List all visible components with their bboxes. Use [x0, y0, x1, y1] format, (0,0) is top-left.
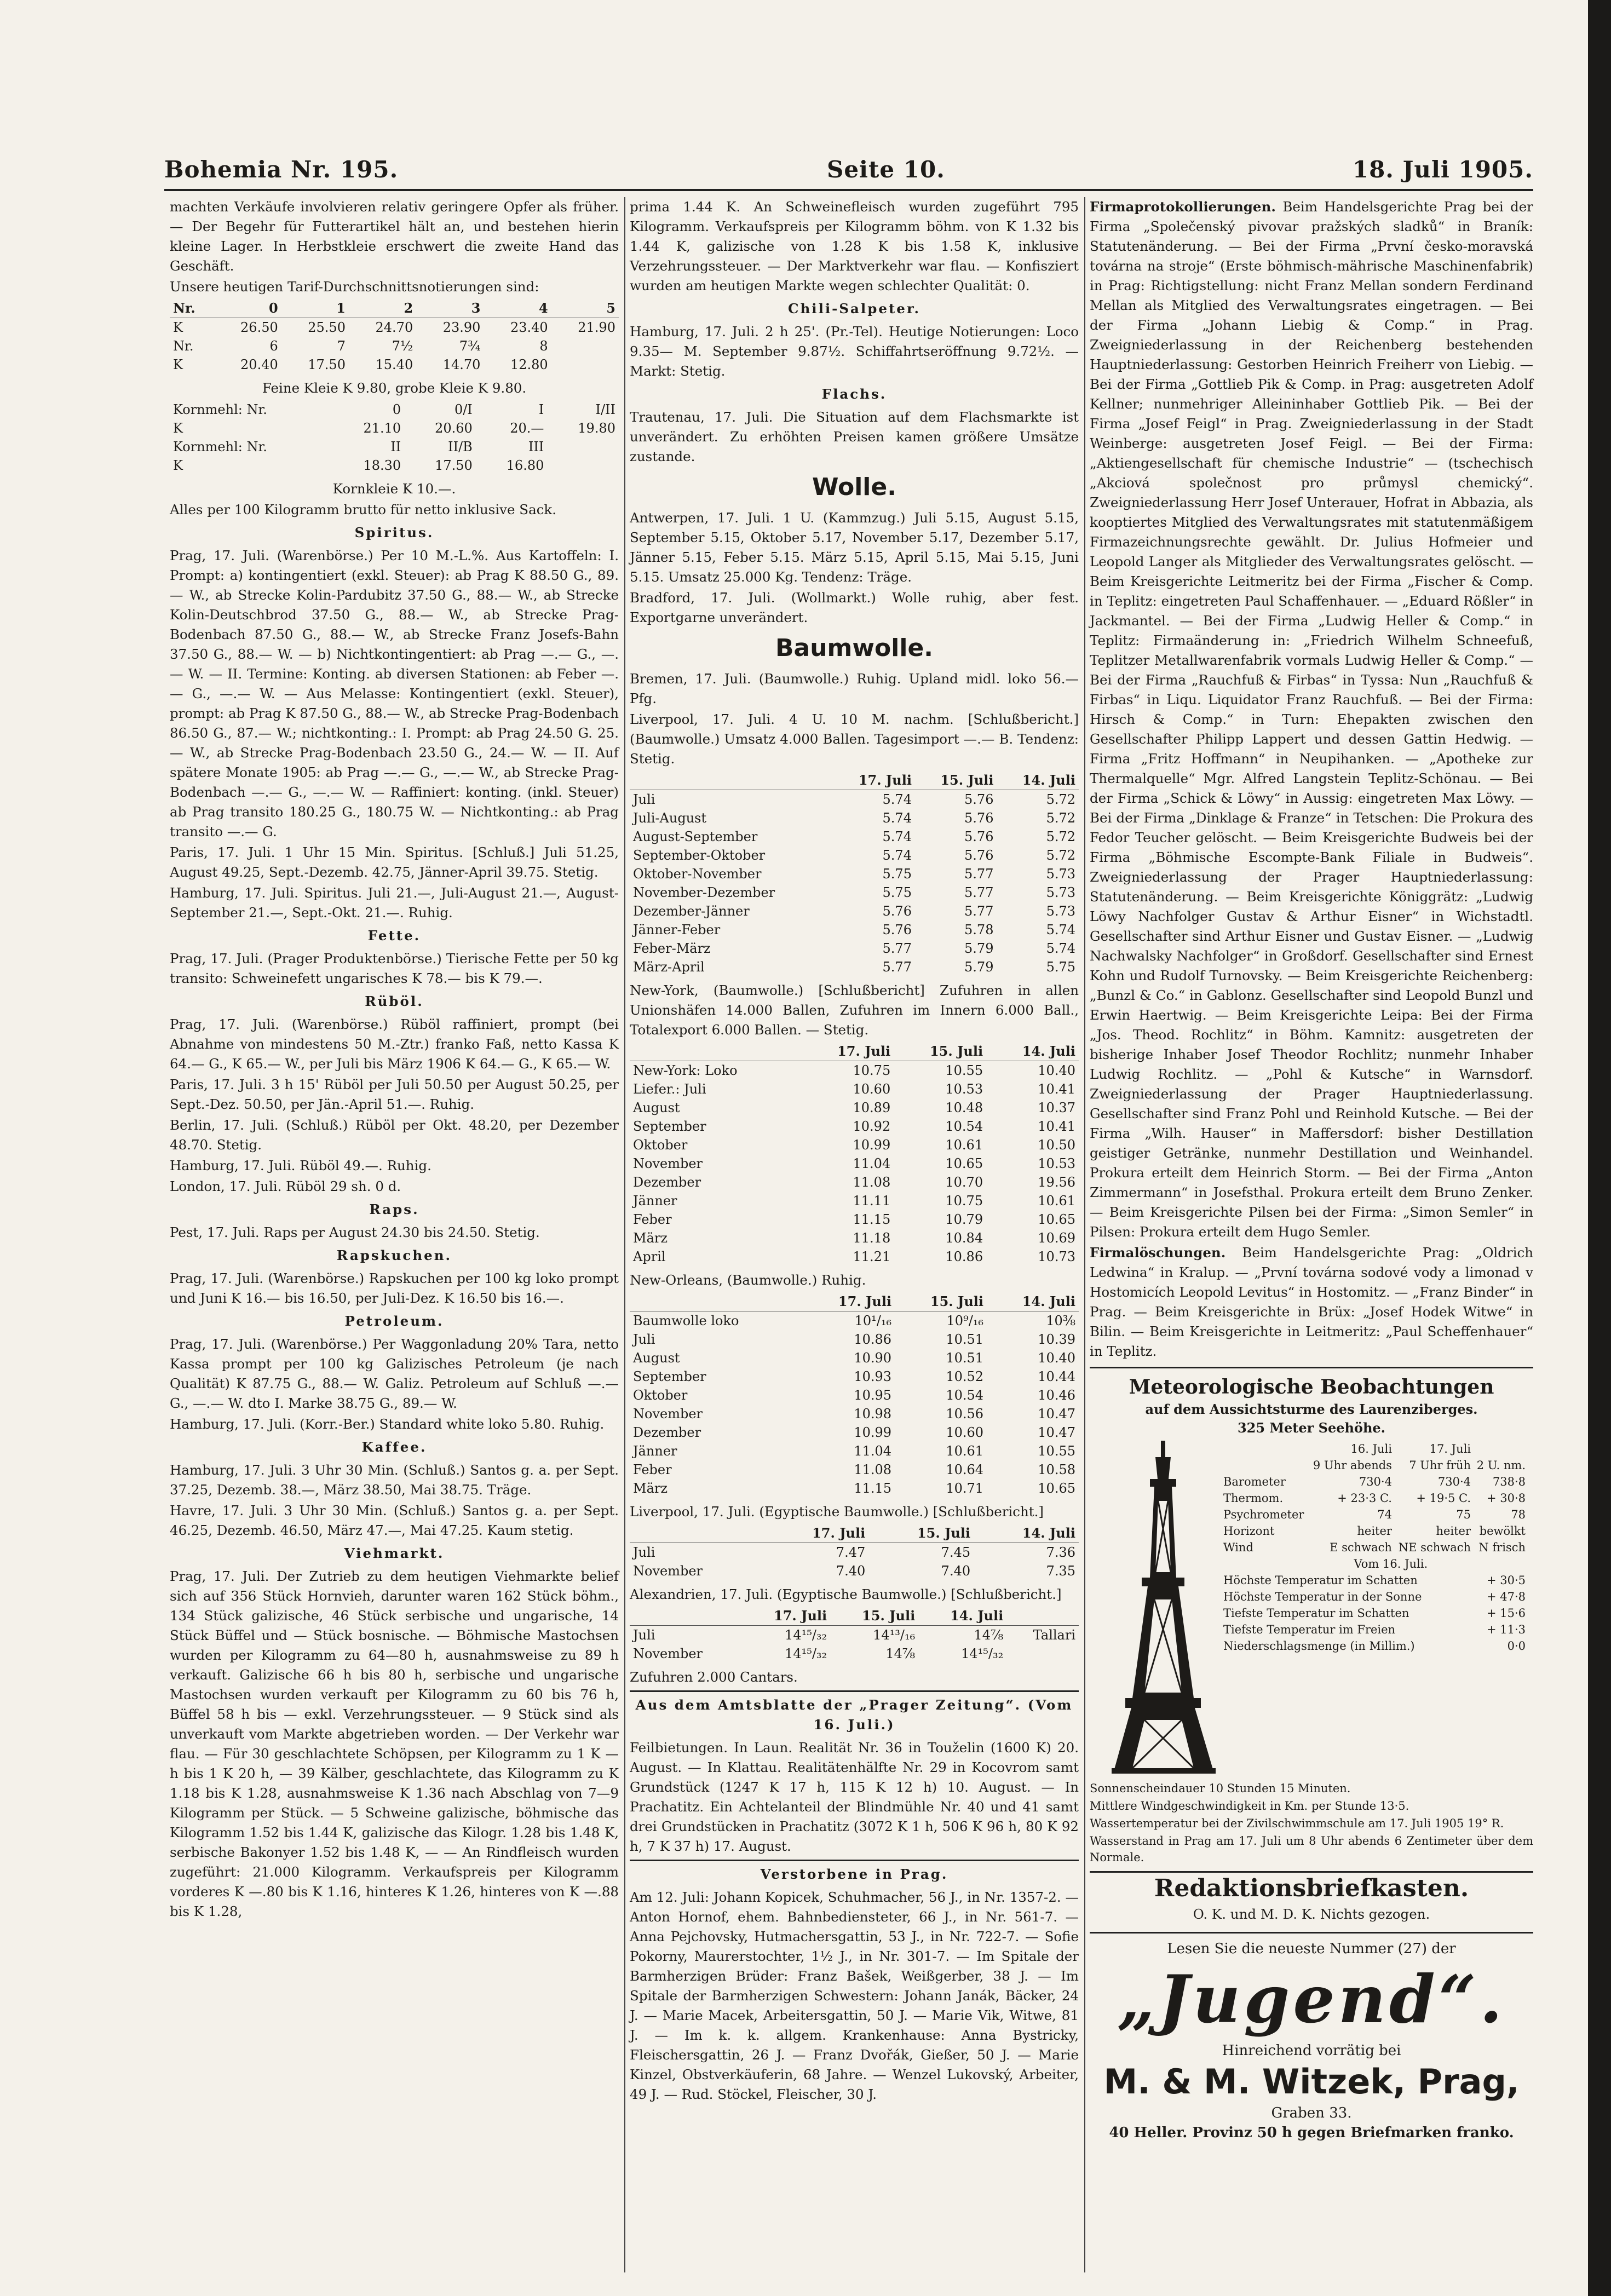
- table-row: Liefer.: Juli 10.60 10.53 10.41: [633, 1081, 1075, 1097]
- kornmehl-table: Kornmehl: Nr. 0 0/I I I/II K 21.10 20.60 20.— 19.80 Kornmehl: Nr. II II/B III K 18.30 17.50 16.80: [170, 400, 619, 475]
- section-heading: Flachs.: [821, 386, 887, 402]
- table-row: März 11.18 10.84 10.69: [633, 1230, 1075, 1246]
- table-row: K 18.30 17.50 16.80: [173, 458, 544, 473]
- table-row: New-York: Loko 10.75 10.55 10.40: [633, 1063, 1075, 1078]
- table-row: November 11.04 10.65 10.53: [633, 1156, 1075, 1171]
- table-row: März 11.15 10.71 10.65: [633, 1481, 1075, 1496]
- scan-edge: [1588, 0, 1611, 2296]
- table-row: August-September 5.74 5.76 5.72: [633, 829, 1075, 844]
- berlin-rueboel-text: Berlin, 17. Juli. (Schluß.) Rüböl per Okt. 48.20, per Dezember 48.70. Stetig.: [170, 1117, 619, 1153]
- table-row: Jänner 11.11 10.75 10.61: [633, 1193, 1075, 1209]
- table-row: Horizont heiter heiter bewölkt: [1223, 1524, 1526, 1538]
- observation-tower-icon: [1112, 1441, 1216, 1775]
- kleie-text: Feine Kleie K 9.80, grobe Kleie K 9.80.: [262, 380, 527, 396]
- section-heading: Rüböl.: [365, 993, 424, 1009]
- table-row: November 14¹⁵/₃₂ 14⅞ 14¹⁵/₃₂: [633, 1646, 1004, 1661]
- ad-jugend-title: „Jugend“.: [1117, 1961, 1506, 2038]
- liverpool-table: 17. Juli 15. Juli 14. Juli Juli 5.74 5.76 5.72 Juli-August 5.74 5.76 5.72 August-September 5.74 5.76 5.72 September-Oktober 5.74 5.76 5.72 Oktober-November 5.75 5.77 5.73 November-Dezember 5.75 5.77 5.73 Dezember-Jänner 5.76 5.77 5.73 Jänner-Feber 5.76 5.78 5.74 Feber-März 5.77 5.79 5.74 März-April 5.77 5.79 5.75: [630, 771, 1079, 976]
- alexandrien-text: Alexandrien, 17. Juli. (Egyptische Baumwolle.) [Schlußbericht.]: [630, 1586, 1062, 1602]
- section-heading: Firmalöschungen.: [1090, 1245, 1226, 1261]
- table-row: Juli 5.74 5.76 5.72: [633, 792, 1075, 807]
- petroleum-text: Prag, 17. Juli. (Warenbörse.) Per Waggonladung 20% Tara, netto Kassa prompt per 100 kg Galizisches Petroleum (je nach Qualität) K 87.75 G., 88.— W. Galiz. Petroleum auf Schluß —.— G., —.— W. dto I. Marke 38.75 G., 89.— W.: [170, 1336, 619, 1411]
- london-rueboel-text: London, 17. Juli. Rüböl 29 sh. 0 d.: [170, 1178, 401, 1194]
- table-row: Nr. 6 7 7½ 7¾ 8: [173, 338, 548, 354]
- table-row: Juli-August 5.74 5.76 5.72: [633, 810, 1075, 826]
- table-row: August 10.90 10.51 10.40: [633, 1350, 1075, 1366]
- table-row: September 10.92 10.54 10.41: [633, 1119, 1075, 1134]
- firma-text: Beim Handelsgerichte Prag bei der Firma „Společenský pivovar pražských sladků“ in Braník: Statutenänderung. — Bei der Firma „První česko-moravská továrna na stroje“ (Erste böhmisch-mährische Maschinenfabrik) in Prag: Richtigstellung: nicht Franz Mellan sondern Ferdinand Mellan als Mitglied des Verwaltungsrates eingetragen. — Bei der Firma „Johann Liebig & Comp.“ in Prag. Zweigniederlassung in der Reichenberg bestehenden Hauptniederlassung: Gestorben Heinrich Freiherr von Liebig. — Bei der Firma „Gottlieb Pik & Comp. in Prag: ausgetreten Adolf Kellner; nunmehriger Alleininhaber Gottlieb Pik. — Bei der Firma „Josef Feigl“ in Prag. Zweigniederlassung in der Stadt Weinberge: ausgetreten Josef Feigl. — Bei der Firma: „Aktiengesellschaft für chemische Industrie“ — (tschechisch „Akciová společnost pro průmysl chemický“. Zweigniederlassung Herr Josef Unterauer, Hofrat in Abbazia, als kooptiertes Mitglied des Verwaltungsrates mit statutenmäßigem Firmazeichnungsrechte gewählt. Dr. Julius Hofmeier und Leopold Langer als Mitglieder des Verwaltungsrates gelöscht. — Beim Kreisgerichte Leitmeritz bei der Firma „Fischer & Comp. in Teplitz: eingetreten Paul Schaffenhauer. — „Eduard Rößler“ in Jackmantel. — Bei der Firma „Ludwig Heller & Comp.“ in Teplitz: Firmaänderung in: „Friedrich Wilhelm Schneefuß, Teplitzer Metallwarenfabrik vormals Ludwig Heller & Comp.“ — Bei der Firma „Rauchfuß & Firbas“ in Tyssa: Nun „Rauchfuß & Firbas“ in Liqu. Liquidator Franz Rauchfuß. — Bei der Firma: Hirsch & Comp.“ in Turn: Ehepakten zwischen den Gesellschafter Philipp Lappert und dessen Gattin Hedwig. — Firma „Fritz Hoffmann“ in Neupihanken. — „Apotheke zur Thermalquelle“ Mgr. Alfred Langstein Teplitz-Schönau. — Bei der Firma „Schick & Löwy“ in Aussig: eingetreten Max Löwy. — Bei der Firma „Dinklage & Franze“ in Tetschen: Die Prokura des Fedor Teucher gelöscht. — Beim Kreisgerichte Budweis bei der Firma „Böhmische Escompte-Bank Filiale in Budweis“. Zweigniederlassung der Prager Hauptniederlassung: Statutenänderung. — Beim Kreisgerichte Königgrätz: „Ludwig Löwy Nachfolger Gustav & Arthur Eisner“ in Wichstadtl. Gesellschafter sind Arthur Eisner und Gustav Eisner. — „Ludwig Nachwalsky Nachfolger“ in Großdorf. Gesellschafter sind Ernest Kohn und Rudolf Turnovsky. — Beim Kreisgerichte Reichenberg: „Bunzl & Co.“ in Gablonz. Gesellschafter sind Leopold Bunzl und Erwin Haertwig. — Beim Kreisgerichte Leipa: Bei der Firma „Jos. Theod. Rochlitz“ in Böhm. Kamnitz: ausgetreten der bisherige Inhaber Josef Theodor Rochlitz; nunmehr Inhaber Ludwig Rochlitz. — „Pohl & Kutsche“ in Warnsdorf. Zweigniederlassung der Prager Hauptniederlassung. Gesellschafter sind Franz Pohl und Reinhold Kutsche. — Bei der Firma „Wilh. Hauser“ in Maffersdorf: bisher Destillation geistiger Getränke, nunmehr Destillation und Weinhandel. Prokura erteilt dem Heinrich Storm. — Bei der Firma „Anton Zimmermann“ in Josefsthal. Prokura erteilt dem Bruno Zenker. — Beim Kreisgerichte Pilsen bei der Firma: „Simon Semler“ in Pilsen: Prokura erteilt dem Hugo Semler.: [1090, 199, 1533, 1240]
- tarif-intro: Unsere heutigen Tarif-Durchschnittsnotierungen sind:: [170, 279, 539, 295]
- table-row: Psychrometer 74 75 78: [1223, 1508, 1526, 1521]
- table-row: Dezember 11.08 10.70 19.56: [633, 1175, 1075, 1190]
- neworleans-table: 17. Juli 15. Juli 14. Juli Baumwolle loko 10¹/₁₆ 10⁹/₁₆ 10⅜ Juli 10.86 10.51 10.39 August 10.90 10.51 10.40 September 10.93 10.52 10.44 Oktober 10.95 10.54 10.46 November 10.98 10.56 10.47 Dezember 10.99 10.60 10.47 Jänner 11.04 10.61 10.55 Feber 11.08 10.64 10.58 März 11.15 10.71 10.65: [630, 1292, 1079, 1498]
- fette-text: Prag, 17. Juli. (Prager Produktenbörse.) Tierische Fette per 50 kg transito: Schweinefett ungarisches K 78.— bis K 79.—.: [170, 951, 619, 986]
- section-heading: Rapskuchen.: [336, 1247, 452, 1263]
- table-row: Dezember-Jänner 5.76 5.77 5.73: [633, 904, 1075, 919]
- wolle-bradford-text: Bradford, 17. Juli. (Wollmarkt.) Wolle ruhig, aber fest. Exportgarne unverändert.: [630, 590, 1079, 625]
- kaffee-hamburg-text: Hamburg, 17. Juli. 3 Uhr 30 Min. (Schluß.) Santos g. a. per Sept. 37.25, Dezemb. 38.—, März 38.50, Mai 38.75. Träge.: [170, 1462, 619, 1498]
- column-divider: [1084, 197, 1085, 2272]
- water-level-note: Wasserstand in Prag am 17. Juli um 8 Uhr abends 6 Zentimeter über dem Normale.: [1090, 1834, 1533, 1864]
- meteo-table: 16. Juli 17. Juli 9 Uhr abends 7 Uhr früh 2 U. nm. Barometer 730·4 730·4 738·8 Thermom. + 23·3 C. + 19·5 C. + 30·8 Psychrometer 74 75 78 Horizont heiter heiter bewölkt Wind E schwach NE schwach N frisch Vom 16. Juli. Höchste Temperatur im Schatten + 30·5 Höchste Temperatur in der Sonne + 47·8 Tiefste Temperatur im Schatten + 15·6 Tiefste Temperatur im Freien + 11·3 Niederschlagsmenge (in Millim.) 0·0: [1221, 1441, 1528, 1654]
- redaktion-title: Redaktionsbriefkasten.: [1154, 1874, 1469, 1902]
- table-row: Baumwolle loko 10¹/₁₆ 10⁹/₁₆ 10⅜: [633, 1313, 1075, 1328]
- table-row: Vom 16. Juli.: [1354, 1557, 1428, 1570]
- section-heading: Firmaprotokollierungen.: [1090, 199, 1276, 215]
- table-row: Wind E schwach NE schwach N frisch: [1223, 1541, 1526, 1554]
- section-heading: Aus dem Amtsblatte der „Prager Zeitung“. (Vom 16. Juli.): [630, 1690, 1079, 1735]
- table-row: Jänner 11.04 10.61 10.55: [633, 1443, 1075, 1459]
- neworleans-text: New-Orleans, (Baumwolle.) Ruhig.: [630, 1272, 866, 1288]
- table-row: September-Oktober 5.74 5.76 5.72: [633, 848, 1075, 863]
- section-heading: Chili-Salpeter.: [787, 301, 921, 317]
- table-row: Oktober-November 5.75 5.77 5.73: [633, 866, 1075, 882]
- sunshine-note: Sonnenscheindauer 10 Stunden 15 Minuten.: [1090, 1782, 1351, 1795]
- table-row: Oktober 10.99 10.61 10.50: [633, 1137, 1075, 1153]
- intro-text: machten Verkäufe involvieren relativ geringere Opfer als früher. — Der Begehr für Futterartikel hält an, und bestehen hierin kleine Lager. In Herbstkleie erschwert die zweite Hand das Geschäft.: [170, 199, 619, 274]
- issue-date: 18. Juli 1905.: [1352, 156, 1533, 183]
- paris-text: Paris, 17. Juli. 1 Uhr 15 Min. Spiritus. [Schluß.] Juli 51.25, August 49.25, Sept.-Dezemb. 42.75, Jänner-April 39.75. Stetig.: [170, 844, 619, 880]
- newspaper-issue: Bohemia Nr. 195.: [164, 156, 399, 183]
- alles-text: Alles per 100 Kilogramm brutto für netto inklusive Sack.: [170, 502, 557, 517]
- header-rule: [164, 189, 1533, 191]
- table-row: Höchste Temperatur in der Sonne + 47·8: [1223, 1590, 1526, 1603]
- table-row: K 26.50 25.50 24.70 23.90 23.40 21.90: [173, 320, 615, 335]
- vieh-continued-text: prima 1.44 K. An Schweinefleisch wurden zugeführt 795 Kilogramm. Verkaufspreis per Kilogramm böhm. von K 1.32 bis 1.44 K, galizische von 1.28 K bis 1.58 K, inklusive Verzehrungssteuer. — Der Marktverkehr war flau. — Konfisziert wurden am heutigen Markte wegen schlechter Qualität: 0.: [630, 199, 1079, 294]
- table-row: Feber-März 5.77 5.79 5.74: [633, 941, 1075, 956]
- table-row: Feber 11.08 10.64 10.58: [633, 1462, 1075, 1477]
- paris-rueboel-text: Paris, 17. Juli. 3 h 15' Rüböl per Juli 50.50 per August 50.25, per Sept.-Dez. 50.50, per Jän.-April 51.—. Ruhig.: [170, 1077, 619, 1112]
- table-row: Barometer 730·4 730·4 738·8: [1223, 1475, 1526, 1488]
- table-row: Tiefste Temperatur im Schatten + 15·6: [1223, 1607, 1526, 1620]
- tarif-table: Nr. 0 1 2 3 4 5 K 26.50 25.50 24.70 23.90 23.40 21.90 Nr. 6 7 7½ 7¾ 8 K 20.40 17.50 15.40 14.70 12.80: [170, 299, 619, 374]
- meteo-height: 325 Meter Seehöhe.: [1237, 1420, 1386, 1436]
- meteo-title: Meteorologische Beobachtungen: [1129, 1376, 1494, 1399]
- hamburg-petroleum-text: Hamburg, 17. Juli. (Korr.-Ber.) Standard white loko 5.80. Ruhig.: [170, 1416, 605, 1432]
- alexandrien-table: 17. Juli 15. Juli 14. Juli Juli 14¹⁵/₃₂ 14¹³/₁₆ 14⅞ Tallari November 14¹⁵/₃₂ 14⅞ 14¹⁵/₃₂: [630, 1607, 1079, 1663]
- newyork-table: 17. Juli 15. Juli 14. Juli New-York: Loko 10.75 10.55 10.40 Liefer.: Juli 10.60 10.53 10.41 August 10.89 10.48 10.37 September 10.92 10.54 10.41 Oktober 10.99 10.61 10.50 November 11.04 10.65 10.53 Dezember 11.08 10.70 19.56 Jänner 11.11 10.75 10.61 Feber 11.15 10.79 10.65 März 11.18 10.84 10.69 April 11.21 10.86 10.73: [630, 1042, 1079, 1266]
- table-row: Jänner-Feber 5.76 5.78 5.74: [633, 922, 1075, 937]
- wind-note: Mittlere Windgeschwindigkeit in Km. per Stunde 13·5.: [1090, 1799, 1409, 1812]
- kornkleie-text: Kornkleie K 10.—.: [332, 481, 456, 497]
- table-row: Thermom. + 23·3 C. + 19·5 C. + 30·8: [1223, 1492, 1526, 1505]
- column-3: [1090, 197, 1533, 2278]
- table-row: K 21.10 20.60 20.— 19.80: [173, 421, 615, 436]
- section-heading: Fette.: [367, 928, 421, 943]
- table-row: Dezember 10.99 10.60 10.47: [633, 1425, 1075, 1440]
- kaffee-havre-text: Havre, 17. Juli. 3 Uhr 30 Min. (Schluß.) Santos g. a. per Sept. 46.25, Dezemb. 46.50, März 47.—, Mai 47.25. Kaum stetig.: [170, 1503, 619, 1538]
- jugend-advertisement: [1090, 1932, 1533, 2143]
- table-row: Juli 14¹⁵/₃₂ 14¹³/₁₆ 14⅞ Tallari: [633, 1627, 1075, 1643]
- meteo-subtitle: auf dem Aussichtsturme des Laurenziberges.: [1145, 1401, 1478, 1417]
- section-heading: Viehmarkt.: [344, 1545, 445, 1561]
- column-divider: [624, 197, 625, 2272]
- section-heading: Spiritus.: [354, 525, 434, 540]
- section-heading: Wolle.: [812, 473, 896, 501]
- verstorbene-text: Am 12. Juli: Johann Kopicek, Schuhmacher, 56 J., in Nr. 1357-2. — Anton Hornof, ehem. Bahnbediensteter, 66 J., in Nr. 561-7. — Anna Pejchovsky, Hutmachersgattin, 53 J., in Nr. 722-7. — Sofie Pokorny, Maurerstochter, 1½ J., in Nr. 301-7. — Im Spitale der Barmherzigen Brüder: Franz Bašek, Weißgerber, 38 J. — Im Spitale der Barmherzigen Schwestern: Johann Janák, Bäcker, 24 J. — Marie Macek, Arbeitersgattin, 50 J. — Marie Vik, Witwe, 81 J. — Im k. k. allgem. Krankenhause: Anna Bystricky, Fleischersgattin, 26 J. — Franz Dvořák, Gießer, 50 J. — Marie Kinzel, Obstverkäuferin, 68 Jahre. — Wenzel Lukovský, Arbeiter, 49 J. — Rud. Stöckel, Fleischer, 30 J.: [630, 1889, 1079, 2102]
- liverpool-text: Liverpool, 17. Juli. 4 U. 10 M. nachm. [Schlußbericht.] (Baumwolle.) Umsatz 4.000 Ballen. Tagesimport —.— B. Tendenz: Stetig.: [630, 711, 1079, 767]
- hamburg-spiritus-text: Hamburg, 17. Juli. Spiritus. Juli 21.—, Juli-August 21.—, August-September 21.—, Sept.-Okt. 21.—. Ruhig.: [170, 885, 619, 920]
- section-heading: Petroleum.: [344, 1313, 444, 1329]
- bremen-text: Bremen, 17. Juli. (Baumwolle.) Ruhig. Upland midl. loko 56.— Pfg.: [630, 671, 1079, 706]
- table-row: April 11.21 10.86 10.73: [633, 1249, 1075, 1264]
- raps-text: Pest, 17. Juli. Raps per August 24.30 bis 24.50. Stetig.: [170, 1224, 540, 1240]
- column-1: [170, 197, 619, 2278]
- wolle-antwerpen-text: Antwerpen, 17. Juli. 1 U. (Kammzug.) Juli 5.15, August 5.15, September 5.15, Oktober 5.17, November 5.17, Dezember 5.17, Jänner 5.15, Feber 5.15. März 5.15, April 5.15, Mai 5.15, Juni 5.15. Umsatz 25.000 Kg. Tendenz: Träge.: [630, 510, 1079, 585]
- section-heading: Baumwolle.: [775, 634, 933, 662]
- table-row: September 10.93 10.52 10.44: [633, 1369, 1075, 1384]
- ad-price: 40 Heller. Provinz 50 h gegen Briefmarken franko.: [1109, 2125, 1514, 2141]
- liverpool-egypt-text: Liverpool, 17. Juli. (Egyptische Baumwolle.) [Schlußbericht.]: [630, 1504, 1044, 1520]
- hamburg-rueboel-text: Hamburg, 17. Juli. Rüböl 49.—. Ruhig.: [170, 1158, 431, 1173]
- loeschungen-text: Beim Handelsgerichte Prag: „Oldrich Ledwina“ in Kralup. — „První továrna sodové vody a limonad v Hostomicích Leopold Levitus“ in Hostomitz. — „Franz Binder“ in Prag. — Beim Kreisgerichte in Brüx: „Josef Hodek Witwe“ in Bilin. — Beim Kreisgerichte in Leitmeritz: „Paul Scheffenhauer“ in Teplitz.: [1090, 1245, 1533, 1359]
- table-row: März-April 5.77 5.79 5.75: [633, 959, 1075, 975]
- section-heading: Verstorbene in Prag.: [630, 1860, 1079, 1884]
- viehmarkt-text: Prag, 17. Juli. Der Zutrieb zu dem heutigen Viehmarkte belief sich auf 356 Stück Hornvieh, darunter waren 162 Stück böhm., 134 Stück galizische, 46 Stück serbische und ungarische, 14 Stück Büffel und — Stück bosnische. — Böhmische Mastochsen wurden per Kilogramm zu 64—80 h, ausnahmsweise zu 89 h verkauft. Galizische 66 h bis 80 h, serbische und ungarische Mastochsen wurden verkauft per Kilogramm zu 60 bis 76 h, Büffel 58 h bis — exkl. Verzehrungssteuer. — 9 Stück sind als unverkauft vom Markte abgetrieben worden. — Der Verkehr war flau. — Für 30 geschlachtete Schöpsen, per Kilogramm zu 1 K — h bis 1 K 20 h, — 39 Kälber, geschlachtete, das Kilogramm zu K 1.18 bis K 1.28, ausnahmsweise K 1.36 nach Abschlag von 7—9 Kilogramm per Stück. — 5 Schweine galizische, böhmische das Kilogramm 1.52 bis 1.44 K, galizische das Kilogr. 1.28 bis 1.48 K, serbische Bakonyer 1.52 bis 1.48 K, — — An Rindfleisch wurden zugeführt: 21.000 Kilogramm. Verkaufspreis per Kilogramm vorderes K —.80 bis K 1.16, hinteres K 1.26, hinteres von K —.88 bis K 1.28,: [170, 1568, 619, 1919]
- table-row: Tiefste Temperatur im Freien + 11·3: [1223, 1623, 1526, 1636]
- zufuhren-text: Zufuhren 2.000 Cantars.: [630, 1669, 798, 1685]
- table-row: K 20.40 17.50 15.40 14.70 12.80: [173, 357, 548, 372]
- table-row: Juli 10.86 10.51 10.39: [633, 1332, 1075, 1347]
- ad-firm-name: M. & M. Witzek, Prag,: [1103, 2062, 1520, 2102]
- rueboel-text: Prag, 17. Juli. (Warenbörse.) Rüböl raffiniert, prompt (bei Abnahme von mindestens 50 M.-Ztr.) franko Faß, netto Kassa K 64.— G., K 65.— W., per Juli bis März 1906 K 64.— G., K 65.— W.: [170, 1016, 619, 1072]
- table-row: Juli 7.47 7.45 7.36: [633, 1545, 1075, 1560]
- table-row: November 7.40 7.40 7.35: [633, 1563, 1075, 1579]
- table-row: Feber 11.15 10.79 10.65: [633, 1212, 1075, 1227]
- section-heading: Raps.: [369, 1201, 419, 1217]
- meteo-box: [1090, 1441, 1533, 1780]
- page-header: [164, 156, 1533, 189]
- table-row: Oktober 10.95 10.54 10.46: [633, 1388, 1075, 1403]
- table-row: Niederschlagsmenge (in Millim.) 0·0: [1223, 1639, 1526, 1653]
- redaktion-text: O. K. und M. D. K. Nichts gezogen.: [1193, 1906, 1430, 1922]
- flachs-text: Trautenau, 17. Juli. Die Situation auf dem Flachsmarkte ist unverändert. Zu erhöhten Preisen kamen größere Umsätze zustande.: [630, 409, 1079, 464]
- page-number: Seite 10.: [827, 156, 945, 183]
- ad-line: Lesen Sie die neueste Nummer (27) der: [1167, 1941, 1456, 1957]
- liverpool-egypt-table: 17. Juli 15. Juli 14. Juli Juli 7.47 7.45 7.36 November 7.40 7.40 7.35: [630, 1524, 1079, 1580]
- spiritus-text: Prag, 17. Juli. (Warenbörse.) Per 10 M.-L.%. Aus Kartoffeln: I. Prompt: a) kontingentiert (exkl. Steuer): ab Prag K 88.50 G., 89.— W., ab Strecke Kolin-Pardubitz 37.50 G., 88.— W., ab Strecke Kolin-Deutschbrod 37.50 G., 88.— W., ab Strecke Prag-Bodenbach 87.50 G., 88.— W., ab Strecke Franz Josefs-Bahn 37.50 G., 88.— W. — b) Nichtkontingentiert: ab Prag —.— G., —.— W. — II. Termine: Konting. ab diversen Stationen: ab Feber —.— G., —.— W. — Aus Melasse: Kontingentiert (exkl. Steuer), prompt: ab Prag K 87.50 G., 88.— W., ab Strecke Prag-Bodenbach 86.50 G., 87.— W.; nichtkonting.: I. Prompt: ab Prag 24.50 G. 25.— W., ab Strecke Prag-Bodenbach 23.50 G., 24.— W. — II. Auf spätere Monate 1905: ab Prag —.— G., —.— W., ab Strecke Prag-Bodenbach —.— G., —.— W. — Raffiniert: konting. (inkl. Steuer) ab Prag transito 180.25 G., 180.75 W. — Nichtkonting.: ab Prag transito —.— G.: [170, 548, 619, 839]
- section-heading: Kaffee.: [361, 1439, 427, 1455]
- column-2: [630, 197, 1079, 2278]
- ad-line: Hinreichend vorrätig bei: [1222, 2042, 1401, 2059]
- table-row: November-Dezember 5.75 5.77 5.73: [633, 885, 1075, 900]
- ad-address: Graben 33.: [1271, 2105, 1352, 2121]
- table-row: November 10.98 10.56 10.47: [633, 1406, 1075, 1422]
- table-row: Höchste Temperatur im Schatten + 30·5: [1223, 1574, 1526, 1587]
- rapskuchen-text: Prag, 17. Juli. (Warenbörse.) Rapskuchen per 100 kg loko prompt und Juni K 16.— bis 16.50, per Juli-Dez. K 16.50 bis 16.—.: [170, 1270, 619, 1306]
- water-temp-note: Wassertemperatur bei der Zivilschwimmschule am 17. Juli 1905 19° R.: [1090, 1817, 1504, 1830]
- feilbietungen-text: Feilbietungen. In Laun. Realität Nr. 36 in Touželin (1600 K) 20. August. — In Klattau. Realitätenhälfte Nr. 29 in Kocovrom samt Grundstück (1247 K 17 h, 115 K 12 h) 10. August. — In Prachatitz. Ein Achtelanteil der Blindmühle Nr. 40 und 41 samt drei Grundstücken in Prachatitz (3072 K 1 h, 506 K 96 h, 80 K 92 h, 7 K 37 h) 17. August.: [630, 1740, 1079, 1854]
- newyork-text: New-York, (Baumwolle.) [Schlußbericht] Zufuhren in allen Unionshäfen 14.000 Ballen, Zufuhren im Innern 6.000 Ball., Totalexport 6.000 Ballen. — Stetig.: [630, 982, 1079, 1038]
- table-row: August 10.89 10.48 10.37: [633, 1100, 1075, 1115]
- chili-text: Hamburg, 17. Juli. 2 h 25'. (Pr.-Tel). Heutige Notierungen: Loco 9.35— M. September 9.87½. Schiffahrtseröffnung 9.72½. — Markt: Stetig.: [630, 324, 1079, 379]
